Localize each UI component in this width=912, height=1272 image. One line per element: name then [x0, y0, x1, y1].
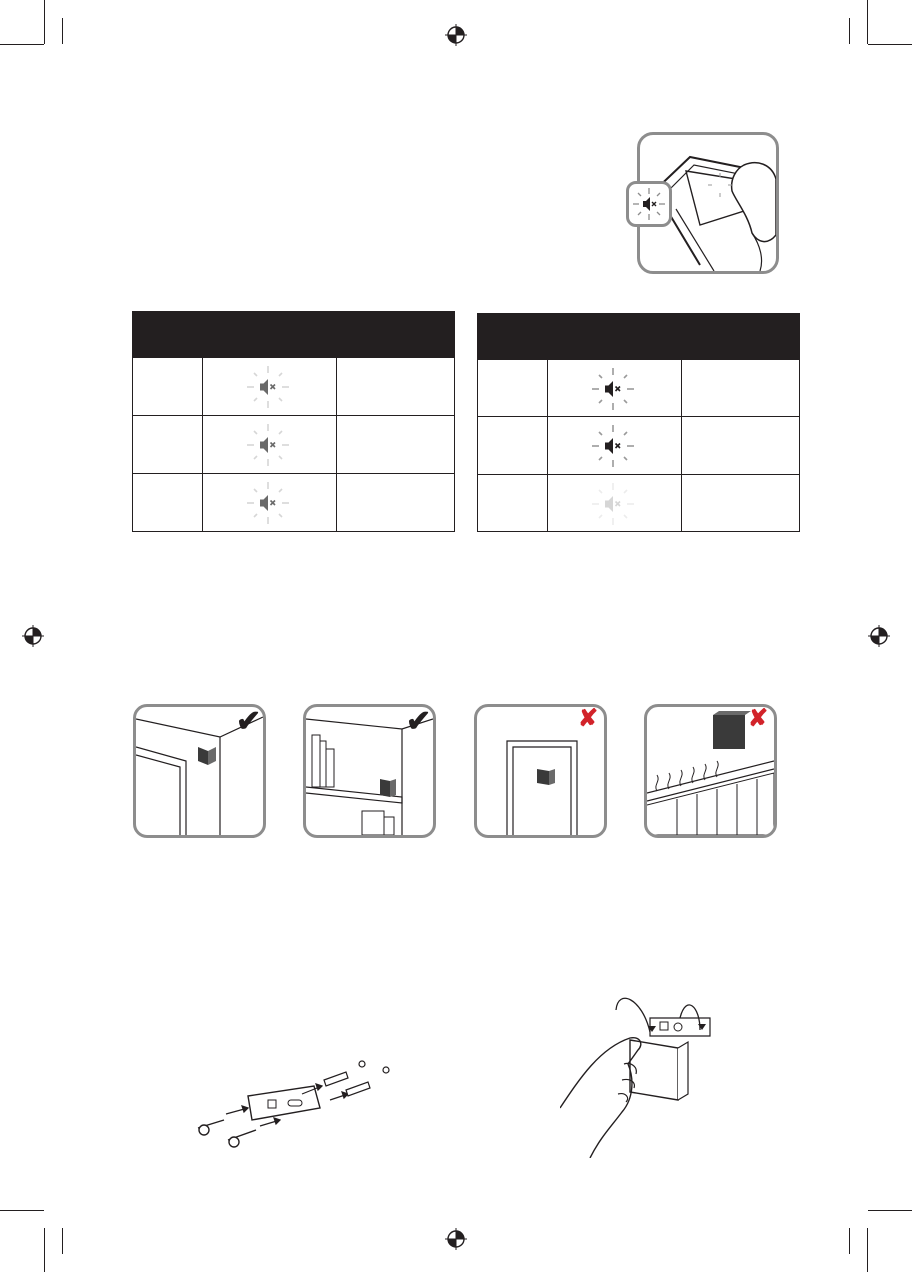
crop-mark — [849, 1228, 850, 1254]
speaker-mute-icon — [590, 366, 636, 412]
registration-mark-icon — [868, 625, 890, 647]
table-header — [133, 312, 454, 358]
check-icon: ✔ — [406, 705, 432, 738]
speaker-mute-icon — [245, 364, 291, 410]
registration-mark-icon — [445, 24, 467, 46]
crop-mark — [849, 18, 850, 44]
crop-mark — [867, 1228, 868, 1272]
mute-led-callout — [626, 181, 672, 227]
speaker-mute-icon — [590, 481, 636, 527]
check-icon: ✔ — [236, 705, 262, 738]
crop-mark — [62, 1228, 63, 1254]
crop-mark — [44, 1228, 45, 1272]
crop-mark — [868, 44, 912, 45]
speaker-mute-icon — [590, 423, 636, 469]
speaker-mute-icon — [245, 422, 291, 468]
led-status-table-right — [477, 313, 800, 532]
crop-mark — [62, 18, 63, 44]
cross-icon: ✘ — [748, 705, 769, 732]
attach-device-illustration — [560, 988, 730, 1158]
cross-icon: ✘ — [578, 705, 599, 732]
registration-mark-icon — [445, 1228, 467, 1250]
crop-mark — [44, 0, 45, 44]
speaker-mute-icon — [629, 184, 669, 224]
led-status-table-left — [132, 311, 455, 532]
table-header — [478, 314, 799, 360]
speaker-mute-icon — [245, 480, 291, 526]
crop-mark — [868, 1210, 912, 1211]
crop-mark — [0, 1210, 44, 1211]
crop-mark — [0, 44, 44, 45]
mounting-bracket-illustration — [190, 1050, 410, 1150]
crop-mark — [867, 0, 868, 44]
led-rays-small — [708, 173, 732, 197]
registration-mark-icon — [22, 625, 44, 647]
